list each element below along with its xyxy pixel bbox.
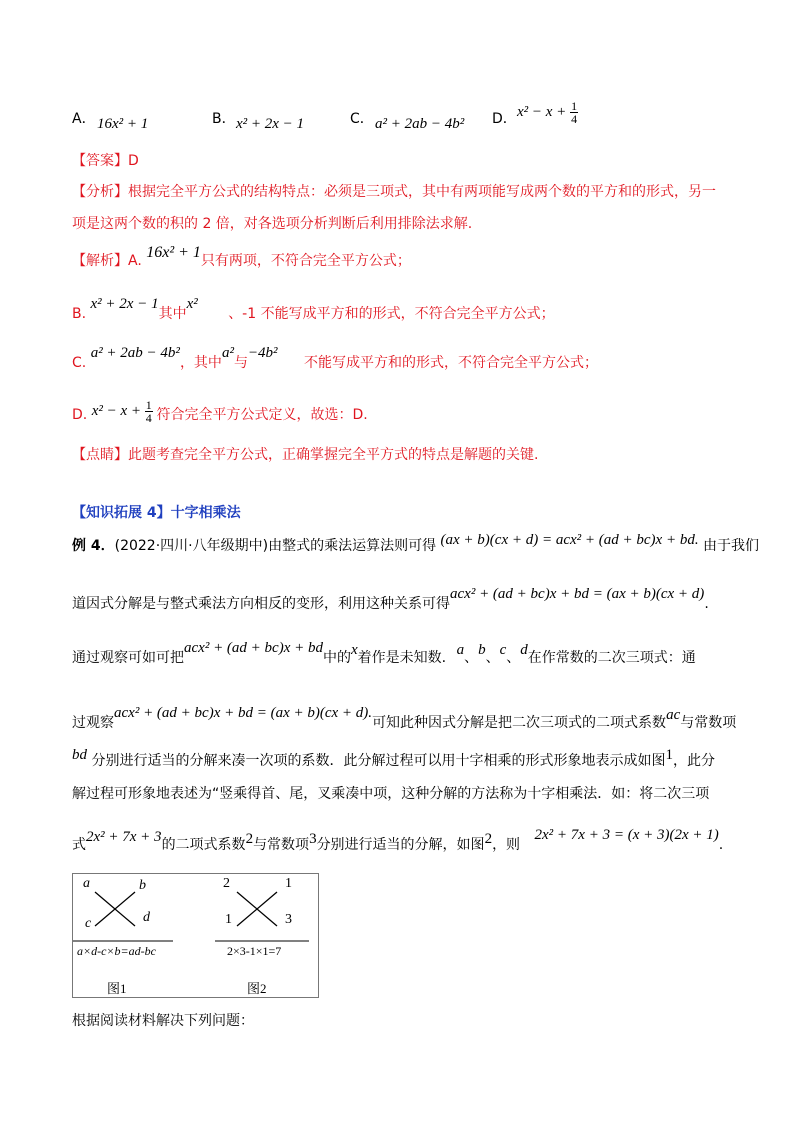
example-text-3d: 在作常数的二次三项式：通 bbox=[527, 650, 696, 666]
formula-6: 2x² + 7x + 3 = (x + 3)(2x + 1) bbox=[534, 827, 719, 843]
example-text-7f: . bbox=[718, 837, 724, 853]
example-source: (2022·四川·八年级期中)由整式的乘法运算法则可得 bbox=[114, 538, 437, 554]
example-line-1 bbox=[72, 532, 760, 555]
option-b-expr: x² + 2x − 1 bbox=[236, 116, 305, 132]
fig1-c: c bbox=[85, 916, 92, 931]
example-line-7 bbox=[72, 827, 724, 854]
example-text-3c: 着作是未知数. bbox=[357, 650, 447, 666]
example-text-7c: 与常数项 bbox=[253, 837, 310, 853]
example-text-5a: 分别进行适当的分解来凑一次项的系数．此分解过程可以用十字相乘的形式形象地表示成如图 bbox=[91, 753, 666, 769]
formula-1: (ax + b)(cx + d) = acx² + (ad + bc)x + bd. bbox=[440, 532, 699, 548]
example-text-4a: 过观察 bbox=[72, 715, 114, 731]
fig1-d: d bbox=[143, 910, 150, 925]
option-c-expr: a² + 2ab − 4b² bbox=[375, 116, 465, 132]
example-text-7d: 分别进行适当的分解，如图 bbox=[316, 837, 485, 853]
formula-4: acx² + (ad + bc)x + bd = (ax + b)(cx + d). bbox=[114, 705, 373, 721]
var-a: a bbox=[456, 642, 465, 658]
option-c-label: C． bbox=[350, 111, 374, 127]
solution-d-label: D. bbox=[72, 406, 88, 423]
solution-d-den: 4 bbox=[145, 411, 152, 425]
solution-c-text: 不能写成平方和的形式，不符合完全平方公式； bbox=[304, 355, 599, 371]
analysis-line-2: 项是这两个数的积的 2 倍，对各选项分析判断后利用排除法求解. bbox=[72, 216, 473, 232]
option-d-prefix: x² − x + bbox=[517, 103, 567, 120]
solution-b-term: x² bbox=[186, 296, 198, 312]
solution-d-expr bbox=[91, 398, 157, 425]
solution-b-text: 、-1 不能写成平方和的形式，不符合完全平方公式； bbox=[228, 306, 555, 322]
fig2-d: 3 bbox=[285, 912, 292, 927]
cross-multiplication-figure bbox=[72, 873, 319, 998]
fig2-c: 1 bbox=[225, 912, 232, 927]
option-a-label: A． bbox=[72, 111, 96, 127]
solution-c-term2: −4b² bbox=[247, 345, 278, 361]
solution-line-b bbox=[72, 296, 555, 323]
formula-2: acx² + (ad + bc)x + bd = (ax + b)(cx + d) bbox=[450, 586, 705, 602]
formula-5: 2x² + 7x + 3 bbox=[86, 829, 162, 845]
example-text-7a: 式 bbox=[72, 837, 86, 853]
var-b: b bbox=[478, 642, 486, 658]
example-text-7b: 的二项式系数 bbox=[161, 837, 246, 853]
example-label: 例 4． bbox=[72, 538, 115, 554]
solution-b-mid: 其中 bbox=[158, 306, 187, 322]
var-c: c bbox=[499, 642, 507, 658]
example-text-4c: 与常数项 bbox=[680, 715, 737, 731]
solution-d-num: 1 bbox=[145, 398, 152, 412]
fig2-caption: 图2 bbox=[247, 981, 267, 996]
example-text-4b: 可知此种因式分解是把二次三项式的二项式系数 bbox=[372, 715, 667, 731]
solution-c-mid1: ，其中 bbox=[179, 355, 222, 371]
example-text-1b: 由于我们 bbox=[703, 538, 760, 554]
example-line-6: 解过程可形象地表述为“竖乘得首、尾，叉乘凑中项，这种分解的方法称为十字相乘法．如：将二次三项 bbox=[72, 786, 710, 802]
const-3: 3 bbox=[309, 831, 317, 847]
fig-ref-2: 2 bbox=[484, 831, 493, 847]
solution-c-expr: a² + 2ab − 4b² bbox=[90, 345, 180, 361]
example-text-7e: ，则 bbox=[492, 837, 521, 853]
fig1-caption: 图1 bbox=[107, 981, 127, 996]
solution-a-text: 只有两项，不符合完全平方公式； bbox=[200, 253, 411, 269]
sep-1: 、 bbox=[464, 650, 479, 666]
solution-c-label: C. bbox=[72, 355, 87, 371]
option-d-num: 1 bbox=[571, 99, 578, 113]
section-title: 【知识拓展 4】十字相乘法 bbox=[72, 505, 241, 521]
example-text-5b: ，此分 bbox=[672, 753, 715, 769]
answer: 【答案】D bbox=[72, 153, 139, 169]
example-text-3b: 中的 bbox=[322, 650, 351, 666]
var-x: x bbox=[350, 642, 358, 658]
example-text-2a: 道因式分解是与整式乘法方向相反的变形，利用这种关系可得 bbox=[72, 596, 450, 612]
formula-3: acx² + (ad + bc)x + bd bbox=[184, 640, 323, 656]
example-line-5 bbox=[72, 747, 715, 770]
fig2-formula: 2×3-1×1=7 bbox=[227, 944, 282, 958]
example-line-3 bbox=[72, 640, 696, 667]
comment: 【点睛】此题考查完全平方公式，正确掌握完全平方式的特点是解题的关键. bbox=[72, 447, 539, 463]
closing-instruction: 根据阅读材料解决下列问题： bbox=[72, 1013, 254, 1029]
solution-line-c bbox=[72, 345, 599, 372]
sep-3: 、 bbox=[506, 650, 521, 666]
fig1-a: a bbox=[83, 876, 90, 891]
example-text-3a: 通过观察可如可把 bbox=[72, 650, 184, 666]
solution-c-term1: a² bbox=[221, 345, 234, 361]
solution-b-expr: x² + 2x − 1 bbox=[90, 296, 159, 312]
fig1-formula: a×d-c×b=ad-bc bbox=[77, 944, 156, 958]
fig1-b: b bbox=[139, 878, 146, 893]
solution-tag: 【解析】A. bbox=[72, 253, 142, 269]
var-bd: bd bbox=[72, 747, 87, 763]
solution-d-text: 符合完全平方公式定义，故选：D. bbox=[156, 406, 368, 423]
example-line-4 bbox=[72, 705, 737, 732]
fig2-a: 2 bbox=[223, 876, 230, 891]
example-line-2 bbox=[72, 586, 709, 613]
option-d-expr bbox=[517, 100, 578, 125]
example-text-2b: . bbox=[704, 596, 709, 612]
fig-ref-1: 1 bbox=[665, 747, 673, 763]
solution-line-d bbox=[72, 398, 368, 428]
option-d-den: 4 bbox=[571, 112, 578, 126]
option-b-label: B． bbox=[212, 111, 236, 127]
coef-2: 2 bbox=[245, 831, 254, 847]
fig2-b: 1 bbox=[285, 876, 292, 891]
solution-b-label: B. bbox=[72, 306, 87, 322]
sep-2: 、 bbox=[485, 650, 500, 666]
solution-line-a bbox=[72, 244, 411, 270]
var-d: d bbox=[520, 642, 528, 658]
solution-d-prefix: x² − x + bbox=[91, 402, 141, 419]
var-ac: ac bbox=[666, 707, 681, 723]
solution-a-expr: 16x² + 1 bbox=[146, 244, 201, 261]
option-d-label: D． bbox=[492, 111, 517, 127]
solution-c-mid2: 与 bbox=[233, 355, 248, 371]
analysis-line-1: 【分析】根据完全平方公式的结构特点：必须是三项式，其中有两项能写成两个数的平方和的形式，另一 bbox=[72, 184, 716, 200]
option-a-expr: 16x² + 1 bbox=[97, 116, 149, 132]
